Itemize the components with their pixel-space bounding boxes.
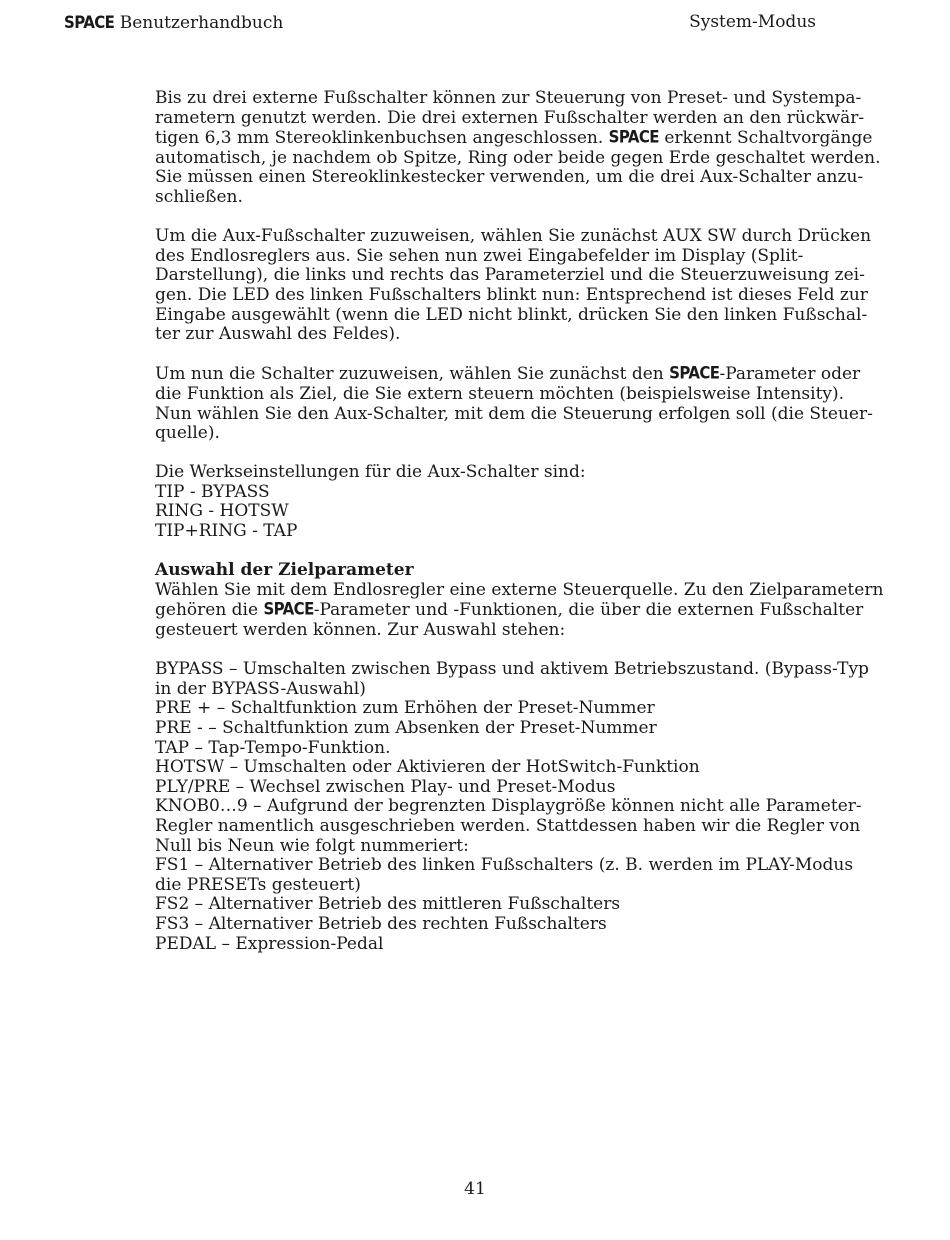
text-line: Sie müssen einen Stereoklinkestecker verwenden, um die drei Aux-Schalter anzu- [155, 167, 864, 188]
text-line: rametern genutzt werden. Die drei externen Fußschalter werden an den rückwär- [155, 107, 865, 128]
text-line: des Endlosreglers aus. Sie sehen nun zwei Eingabefelder im Display (Split- [155, 245, 804, 266]
text-segment: Um nun die Schalter zuzuweisen, wählen Sie zunächst den [155, 364, 670, 385]
text-line: Null bis Neun wie folgt nummeriert: [155, 835, 469, 856]
paragraph [155, 561, 900, 640]
text-line: Darstellung), die links und rechts das Parameterziel und die Steuerzuweisung zei- [155, 265, 865, 286]
paragraph [155, 463, 900, 541]
section-heading: Auswahl der Zielparameter [155, 560, 414, 581]
header-left [64, 10, 283, 35]
text-line: Die Werkseinstellungen für die Aux-Schalter sind: [155, 462, 586, 483]
section-title: System-Modus [689, 12, 816, 32]
space-logo: SPACE [263, 598, 314, 620]
text-line: in der BYPASS-Auswahl) [155, 678, 366, 699]
text-line: FS1 – Alternativer Betrieb des linken Fußschalters (z. B. werden im PLAY-Modus [155, 855, 854, 876]
paragraph [155, 227, 900, 345]
paragraph [155, 89, 900, 208]
text-line: PLY/PRE – Wechsel zwischen Play- und Preset-Modus [155, 776, 616, 797]
space-logo: SPACE [64, 11, 115, 33]
text-line: Eingabe ausgewählt (wenn die LED nicht blinkt, drücken Sie den linken Fußschal- [155, 304, 868, 325]
text-line: Um die Aux-Fußschalter zuzuweisen, wählen Sie zunächst AUX SW durch Drücken [155, 226, 872, 247]
text-line: FS2 – Alternativer Betrieb des mittleren Fußschalters [155, 894, 621, 915]
paragraph [155, 364, 900, 443]
text-line: RING - HOTSW [155, 501, 289, 522]
page-number: 41 [464, 1179, 486, 1199]
text-segment: gehören die [155, 600, 264, 621]
text-line: automatisch, je nachdem ob Spitze, Ring oder beide gegen Erde geschaltet werden. [155, 147, 881, 168]
text-line [155, 364, 900, 385]
text-line: gesteuert werden können. Zur Auswahl stehen: [155, 620, 566, 641]
text-line: schließen. [155, 186, 243, 207]
text-line: Wählen Sie mit dem Endlosregler eine externe Steuerquelle. Zu den Zielparametern [155, 579, 884, 600]
paragraph [155, 660, 900, 954]
body-text [155, 89, 900, 974]
text-line: TAP – Tap-Tempo-Funktion. [155, 737, 391, 758]
text-line: BYPASS – Umschalten zwischen Bypass und aktivem Betriebszustand. (Bypass-Typ [155, 659, 869, 680]
text-line: Bis zu drei externe Fußschalter können zur Steuerung von Preset- und Systempa- [155, 88, 862, 108]
text-line: PEDAL – Expression-Pedal [155, 933, 384, 954]
text-segment: tigen 6,3 mm Stereoklinkenbuchsen angeschlossen. [155, 128, 609, 149]
text-line: TIP - BYPASS [155, 481, 270, 502]
text-line: ter zur Auswahl des Feldes). [155, 324, 401, 345]
space-logo: SPACE [669, 362, 720, 384]
text-segment: -Parameter oder [719, 364, 861, 385]
space-logo: SPACE [608, 126, 659, 148]
text-line: KNOB0…9 – Aufgrund der begrenzten Displaygröße können nicht alle Parameter- [155, 796, 862, 817]
manual-title: Benutzerhandbuch [119, 13, 284, 33]
text-line: quelle). [155, 423, 220, 444]
text-line: die Funktion als Ziel, die Sie extern steuern möchten (beispielsweise Intensity). [155, 383, 845, 404]
text-line: PRE + – Schaltfunktion zum Erhöhen der Preset-Nummer [155, 698, 655, 719]
text-segment: -Parameter und -Funktionen, die über die externen Fußschalter [313, 600, 864, 621]
text-line: TIP+RING - TAP [155, 521, 298, 542]
text-line: gen. Die LED des linken Fußschalters blinkt nun: Entsprechend ist dieses Feld zur [155, 284, 868, 305]
page-header [64, 10, 816, 34]
text-line: die PRESETs gesteuert) [155, 874, 361, 895]
text-line [155, 600, 900, 621]
text-line [155, 128, 900, 149]
text-segment: erkennt Schaltvorgänge [658, 128, 873, 149]
text-line: FS3 – Alternativer Betrieb des rechten Fußschalters [155, 913, 607, 934]
text-line: Nun wählen Sie den Aux-Schalter, mit dem die Steuerung erfolgen soll (die Steuer- [155, 403, 873, 424]
text-line: HOTSW – Umschalten oder Aktivieren der HotSwitch-Funktion [155, 757, 700, 778]
text-line: PRE - – Schaltfunktion zum Absenken der Preset-Nummer [155, 718, 657, 738]
text-line: Regler namentlich ausgeschrieben werden. Stattdessen haben wir die Regler von [155, 815, 861, 836]
